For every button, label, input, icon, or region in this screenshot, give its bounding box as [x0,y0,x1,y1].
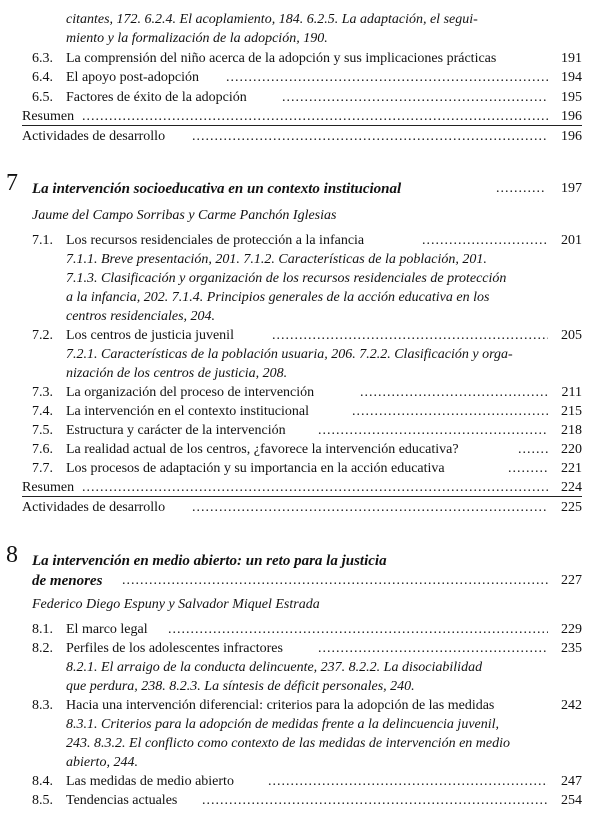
dot-leader [202,792,548,810]
toc-subsection-list: 7.1.1. Breve presentación, 201. 7.1.2. Características de la población, 201. [66,252,487,267]
chapter-authors: Federico Diego Espuny y Salvador Miquel Estrada [32,597,320,612]
toc-entry[interactable] [0,327,600,345]
entry-title: Los procesos de adaptación y su importancia en la acción educativa [66,461,445,476]
entry-title: Estructura y carácter de la intervención [66,423,286,438]
toc-entry[interactable] [0,640,600,658]
dot-leader [82,479,548,497]
entry-page: 242 [561,698,582,713]
toc-subsection-list: 7.1.3. Clasificación y organización de los recursos residenciales de protección [66,271,507,286]
toc-subsection-list: 8.2.1. El arraigo de la conducta delincuente, 237. 8.2.2. La disociabilidad [66,660,483,675]
entry-number: 6.5. [32,90,53,105]
toc-subsection-list: nización de los centros de justicia, 208. [66,366,288,381]
divider [22,125,582,126]
entry-number: 8.5. [32,793,53,808]
toc-entry[interactable] [0,441,600,459]
chapter-page: 197 [561,181,582,196]
toc-entry[interactable] [0,422,600,440]
entry-page: 220 [561,442,582,457]
entry-title: Resumen [22,480,75,495]
toc-entry[interactable] [0,697,600,715]
entry-title: Las medidas de medio abierto [66,774,234,789]
toc-subsection-list: 7.2.1. Características de la población usuaria, 206. 7.2.2. Clasificación y orga- [66,347,513,362]
entry-title: Resumen [22,109,75,124]
entry-number: 8.3. [32,698,53,713]
toc-subsection-list: a la infancia, 202. 7.1.4. Principios generales de la acción educativa en los [66,290,490,305]
chapter-heading[interactable] [0,170,600,206]
toc-entry-resumen[interactable] [0,108,600,126]
entry-number: 7.6. [32,442,53,457]
entry-page: 211 [561,385,582,400]
dot-leader [318,640,548,658]
chapter-heading-cont[interactable] [0,572,600,590]
entry-page: 205 [561,328,582,343]
toc-entry[interactable] [0,384,600,402]
chapter-title: de menores [32,573,103,589]
entry-page: 225 [561,500,582,515]
entry-number: 7.1. [32,233,53,248]
entry-number: 7.2. [32,328,53,343]
dot-leader [508,460,548,478]
entry-title: El marco legal [66,622,148,637]
chapter-page: 227 [561,573,582,588]
entry-page: 235 [561,641,582,656]
entry-page: 254 [561,793,582,808]
toc-entry[interactable] [0,460,600,478]
entry-page: 201 [561,233,582,248]
chapter-title: La intervención socioeducativa en un contexto institucional [32,181,402,197]
entry-number: 7.7. [32,461,53,476]
entry-title: El apoyo post-adopción [66,70,199,85]
entry-number: 6.3. [32,51,53,66]
entry-title: Los centros de justicia juvenil [66,328,234,343]
dot-leader [168,621,548,639]
dot-leader [268,773,548,791]
entry-page: 218 [561,423,582,438]
entry-number: 7.5. [32,423,53,438]
toc-entry[interactable] [0,69,600,87]
entry-page: 224 [561,480,582,495]
entry-number: 6.4. [32,70,53,85]
dot-leader [496,180,546,198]
entry-number: 7.4. [32,404,53,419]
dot-leader [318,422,548,440]
entry-page: 229 [561,622,582,637]
entry-page: 247 [561,774,582,789]
entry-page: 221 [561,461,582,476]
toc-subsection-list: abierto, 244. [66,755,138,770]
entry-page: 191 [561,51,582,66]
entry-title: Tendencias actuales [66,793,178,808]
entry-number: 8.4. [32,774,53,789]
entry-page: 194 [561,70,582,85]
toc-subsection-list: que perdura, 238. 8.2.3. La síntesis de déficit personales, 240. [66,679,415,694]
toc-subsection-continuation: citantes, 172. 6.2.4. El acoplamiento, 184. 6.2.5. La adaptación, el segui- [66,12,478,27]
dot-leader [192,499,548,517]
chapter-title: La intervención en medio abierto: un reto para la justicia [32,553,387,569]
toc-entry-actividades[interactable] [0,128,600,146]
entry-title: Factores de éxito de la adopción [66,90,247,105]
entry-title: La organización del proceso de intervención [66,385,315,400]
toc-entry-actividades[interactable] [0,499,600,517]
toc-entry[interactable] [0,403,600,421]
entry-title: Actividades de desarrollo [22,500,166,515]
dot-leader [82,108,548,126]
dot-leader [422,232,548,250]
toc-entry[interactable] [0,232,600,250]
entry-title: Los recursos residenciales de protección a la infancia [66,233,365,248]
dot-leader [282,89,548,107]
entry-number: 7.3. [32,385,53,400]
entry-page: 215 [561,404,582,419]
dot-leader [352,403,548,421]
entry-page: 195 [561,90,582,105]
toc-subsection-list: 243. 8.3.2. El conflicto como contexto de las medidas de intervención en medio [66,736,511,751]
entry-title: La comprensión del niño acerca de la adopción y sus implicaciones prácticas [66,51,497,66]
chapter-number: 7 [6,170,18,196]
toc-subsection-list: centros residenciales, 204. [66,309,216,324]
toc-subsection-continuation: miento y la formalización de la adopción, 190. [66,31,328,46]
entry-page: 196 [561,129,582,144]
dot-leader [272,327,548,345]
toc-entry[interactable] [0,621,600,639]
entry-number: 8.1. [32,622,53,637]
dot-leader [360,384,548,402]
entry-title: La intervención en el contexto institucional [66,404,309,419]
entry-title: Perfiles de los adolescentes infractores [66,641,283,656]
dot-leader [518,441,548,459]
entry-title: Hacia una intervención diferencial: criterios para la adopción de las medidas [66,698,495,713]
chapter-authors: Jaume del Campo Sorribas y Carme Panchón Iglesias [32,208,337,223]
entry-number: 8.2. [32,641,53,656]
toc-entry[interactable] [0,792,600,810]
toc-entry-resumen[interactable] [0,479,600,497]
toc-entry[interactable] [0,50,600,68]
chapter-number: 8 [6,542,18,568]
toc-subsection-list: 8.3.1. Criterios para la adopción de medidas frente a la delincuencia juvenil, [66,717,500,732]
toc-entry[interactable] [0,89,600,107]
toc-entry[interactable] [0,773,600,791]
dot-leader [192,128,548,146]
divider [22,496,582,497]
entry-page: 196 [561,109,582,124]
dot-leader [226,69,548,87]
dot-leader [122,572,548,590]
entry-title: La realidad actual de los centros, ¿favorece la intervención educativa? [66,442,459,457]
entry-title: Actividades de desarrollo [22,129,166,144]
